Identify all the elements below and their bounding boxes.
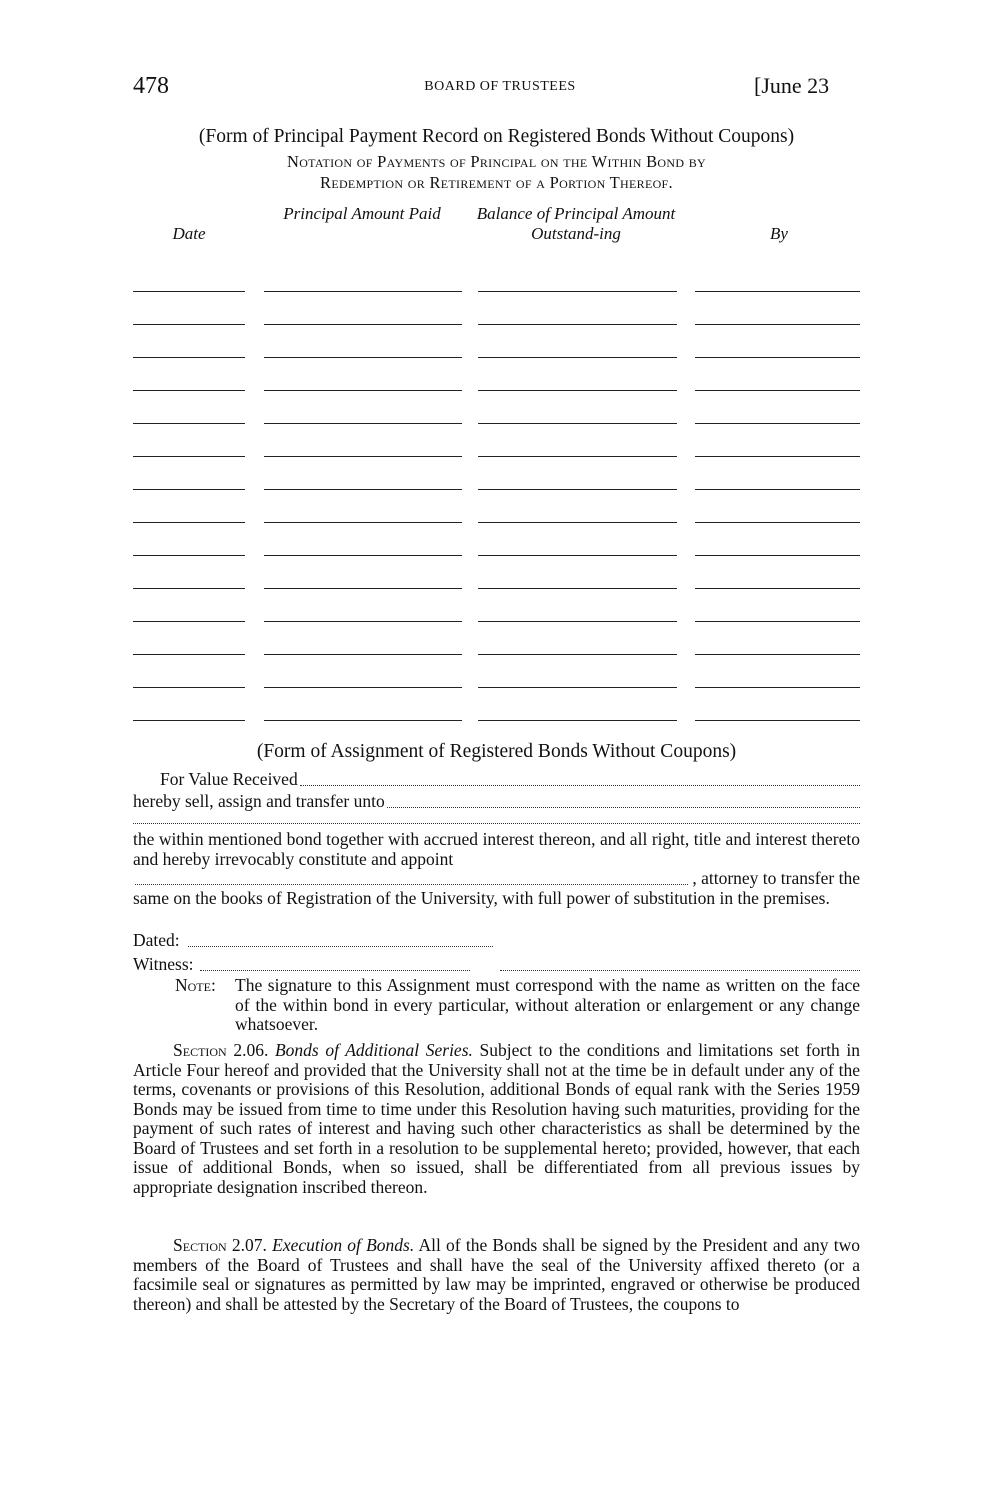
blank-rule: [478, 357, 677, 358]
blank-rule: [133, 291, 245, 292]
attorney-text: , attorney to transfer the: [692, 868, 860, 888]
payment-record-row: [0, 720, 1000, 721]
blank-rule: [695, 390, 860, 391]
blank-rule: [264, 588, 462, 589]
blank-rule: [133, 687, 245, 688]
section-2-07-text: All of the Bonds shall be signed by the President and any two members of the Board of Trustees and shall have the seal of the University affixed thereto (or a facsimile seal or signatures as permitted by law may be imprinted, engraved or otherwise be produced thereon) and shall be attested by the Secretary of the Board of Trustees, the coupons to: [133, 1235, 861, 1314]
note-label: Note:: [175, 975, 216, 995]
running-head: BOARD OF TRUSTEES: [424, 79, 576, 94]
transferee-blank-line: [133, 823, 860, 824]
payment-record-row: [0, 390, 1000, 391]
assignment-note: [175, 976, 860, 1035]
blank-rule: [264, 291, 462, 292]
blank-rule: [264, 390, 462, 391]
section-2-07-heading: Execution of Bonds.: [272, 1235, 415, 1255]
blank-rule: [695, 555, 860, 556]
blank-rule: [133, 588, 245, 589]
witness-label: Witness:: [133, 954, 194, 974]
payment-record-row: [0, 324, 1000, 325]
blank-rule: [478, 489, 677, 490]
payment-record-row: [0, 522, 1000, 523]
dated-blank: [188, 931, 493, 947]
page-number: 478: [133, 73, 169, 99]
column-header-by: By: [770, 224, 788, 243]
note-text: The signature to this Assignment must correspond with the name as written on the face of the within bond in every particular, without alteration or enlargement or any change whatsoever.: [235, 975, 860, 1034]
blank-rule: [695, 291, 860, 292]
assignment-body-part2: same on the books of Registration of the University, with full power of substitution in the premises.: [133, 887, 830, 908]
blank-rule: [695, 522, 860, 523]
witness-line: [133, 955, 860, 975]
blank-rule: [478, 588, 677, 589]
blank-rule: [478, 654, 677, 655]
blank-rule: [133, 489, 245, 490]
for-value-line: [160, 770, 860, 790]
blank-rule: [695, 621, 860, 622]
blank-rule: [264, 456, 462, 457]
dated-line: [133, 931, 493, 951]
blank-rule: [478, 423, 677, 424]
blank-rule: [695, 456, 860, 457]
transfer-label: hereby sell, assign and transfer unto: [133, 791, 385, 811]
blank-rule: [478, 291, 677, 292]
signature-blank: [500, 955, 860, 971]
payment-record-row: [0, 423, 1000, 424]
for-value-label: For Value Received: [160, 769, 298, 789]
assignment-title: (Form of Assignment of Registered Bonds Without Coupons): [256, 741, 737, 762]
blank-rule: [264, 324, 462, 325]
section-2-07: [133, 1236, 860, 1314]
blank-rule: [264, 720, 462, 721]
header-date: [June 23: [754, 73, 830, 98]
blank-rule: [264, 687, 462, 688]
blank-rule: [478, 456, 677, 457]
section-2-06-label: Section 2.06.: [173, 1040, 269, 1060]
blank-rule: [264, 555, 462, 556]
blank-rule: [695, 324, 860, 325]
section-2-07-label: Section 2.07.: [173, 1235, 267, 1255]
blank-rule: [478, 390, 677, 391]
blank-rule: [695, 357, 860, 358]
blank-rule: [133, 423, 245, 424]
payment-record-row: [0, 489, 1000, 490]
dated-label: Dated:: [133, 930, 180, 950]
blank-rule: [133, 555, 245, 556]
blank-rule: [133, 324, 245, 325]
blank-rule: [264, 423, 462, 424]
blank-rule: [133, 522, 245, 523]
blank-rule: [478, 621, 677, 622]
blank-rule: [695, 423, 860, 424]
blank-rule: [264, 357, 462, 358]
payment-record-subtitle-1: Notation of Payments of Principal on the Within Bond by: [287, 152, 706, 171]
column-header-balance-outstanding: Balance of Principal Amount Outstand-ing: [476, 204, 676, 243]
blank-rule: [695, 489, 860, 490]
attorney-blank: [135, 869, 688, 885]
payment-record-row: [0, 621, 1000, 622]
payment-record-row: [0, 588, 1000, 589]
blank-rule: [264, 489, 462, 490]
blank-rule: [133, 720, 245, 721]
column-header-date: Date: [172, 224, 206, 243]
assignment-body: [133, 830, 860, 908]
blank-rule: [478, 687, 677, 688]
payment-record-row: [0, 687, 1000, 688]
blank-rule: [133, 357, 245, 358]
witness-blank: [200, 955, 470, 971]
blank-rule: [478, 522, 677, 523]
payment-record-row: [0, 291, 1000, 292]
blank-rule: [695, 654, 860, 655]
blank-rule: [264, 621, 462, 622]
payment-record-row: [0, 555, 1000, 556]
payment-record-row: [0, 456, 1000, 457]
section-2-06: [133, 1041, 860, 1197]
blank-rule: [133, 654, 245, 655]
blank-rule: [133, 390, 245, 391]
section-2-06-text: Subject to the conditions and limitations set forth in Article Four hereof and provided that the University shall not at the time be in default under any of the terms, covenants or provisions of this Resolution, additional Bonds of equal rank with the Series 1959 Bonds may be issued from time to time under this Resolution having such maturities, providing for the payment of such rates of interest and having such other characteristics as shall be determined by the Board of Trustees and set forth in a resolution to be supplemental hereto; provided, however, that each issue of additional Bonds, when so issued, shall be differentiated from all previous issues by appropriate designation inscribed thereon.: [133, 1040, 861, 1197]
column-header-principal-paid: Principal Amount Paid: [283, 204, 441, 223]
transfer-blank: [387, 792, 860, 808]
blank-rule: [695, 687, 860, 688]
payment-record-title: (Form of Principal Payment Record on Registered Bonds Without Coupons): [198, 126, 795, 147]
section-2-06-heading: Bonds of Additional Series.: [274, 1040, 473, 1060]
attorney-line: [133, 869, 860, 889]
payment-record-subtitle-2: Redemption or Retirement of a Portion Thereof.: [320, 173, 673, 192]
blank-rule: [264, 522, 462, 523]
transfer-line: [133, 792, 860, 812]
blank-rule: [695, 588, 860, 589]
blank-rule: [695, 720, 860, 721]
payment-record-row: [0, 357, 1000, 358]
for-value-blank: [300, 770, 860, 786]
assignment-body-part1: the within mentioned bond together with accrued interest thereon, and all right, title and interest thereto and hereby irrevocably constitute and appoint: [133, 829, 860, 869]
blank-rule: [133, 456, 245, 457]
blank-rule: [264, 654, 462, 655]
blank-rule: [478, 555, 677, 556]
blank-rule: [478, 324, 677, 325]
blank-rule: [478, 720, 677, 721]
payment-record-row: [0, 654, 1000, 655]
blank-rule: [133, 621, 245, 622]
